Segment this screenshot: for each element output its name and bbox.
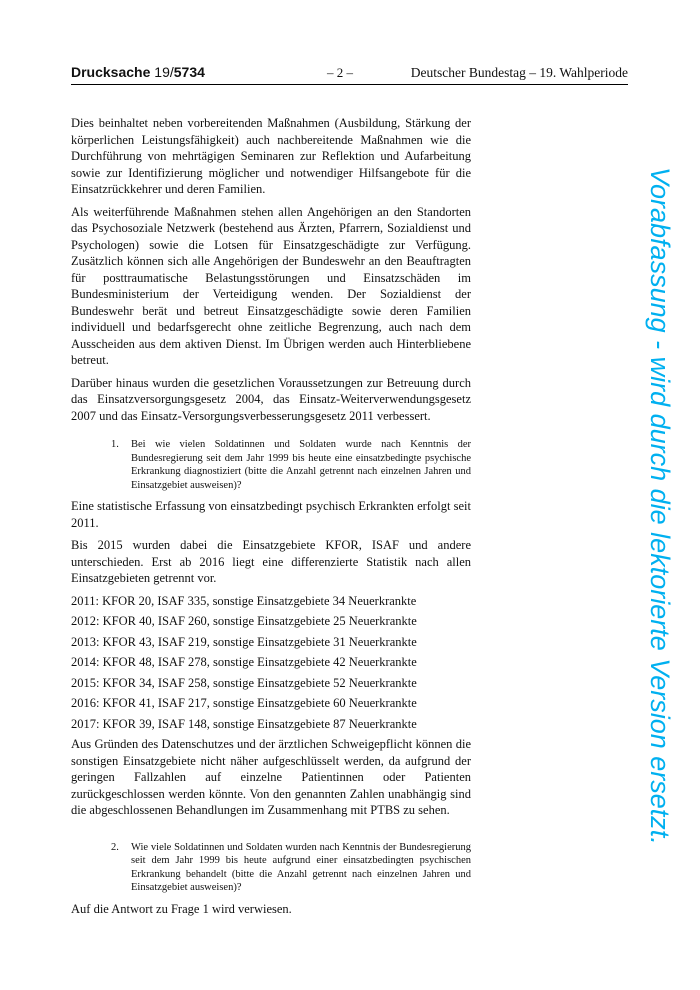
paragraph: Bis 2015 wurden dabei die Einsatzgebiete KFOR, ISAF und andere unterschieden. Erst ab 2016 liegt eine differenzierte Statistik nach allen Einsatzgebieten getrennt vor. [71, 538, 471, 585]
paragraph: Auf die Antwort zu Frage 1 wird verwiesen. [71, 901, 292, 916]
page-number: – 2 – [327, 65, 353, 80]
statistics-list [71, 593, 471, 733]
question-text: Bei wie vielen Soldatinnen und Soldaten wurde nach Kenntnis der Bundesregierung seit dem Jahr 1999 bis heute eine einsatzbedingte psychische Erkrankung diagnostiziert (bitte die Anzahl getrennt nach einzelnen Jahren und Einsatzgebiet ausweisen)? [131, 439, 471, 491]
statistics-line: 2014: KFOR 48, ISAF 278, sonstige Einsatzgebiete 42 Neuerkrankte [71, 655, 417, 669]
document-number: Drucksache 19/5734 [71, 64, 205, 80]
paragraph: Aus Gründen des Datenschutzes und der ärztlichen Schweigepflicht können die sonstigen Einsatzgebiete nicht näher aufgeschlüsselt werden, da aufgrund der geringen Fallzahlen auf einzelne Patientinnen oder Patienten zurückgeschlossen werden könnte. Von den genannten Zahlen unabhängig sind die abgeschlossenen Behandlungen im Zusammenhang mit PTBS zu sehen. [71, 737, 471, 817]
question-number: 1. [111, 439, 119, 450]
question-number: 2. [111, 841, 119, 853]
statistics-line: 2011: KFOR 20, ISAF 335, sonstige Einsatzgebiete 34 Neuerkrankte [71, 593, 417, 608]
paragraph: Darüber hinaus wurden die gesetzlichen Voraussetzungen zur Betreuung durch das Einsatzversorgungsgesetz 2004, das Einsatz-Weiterverwendungsgesetz 2007 und das Einsatz-Versorgungsverbesserungsgesetz 2011 verbessert. [71, 375, 471, 423]
statistics-line: 2016: KFOR 41, ISAF 217, sonstige Einsatzgebiete 60 Neuerkrankte [71, 696, 417, 710]
question-2 [71, 841, 471, 895]
paragraph: Eine statistische Erfassung von einsatzbedingt psychisch Erkrankten erfolgt seit 2011. [71, 499, 471, 530]
document-body [71, 115, 471, 923]
paragraph: Dies beinhaltet neben vorbereitenden Maßnahmen (Ausbildung, Stärkung der körperlichen Leistungsfähigkeit) auch nachbereitende Maßnahmen wie die Durchführung von mehrtägigen Seminaren zur Reflektion und Aufarbeitung sowie zur Identifizierung möglicher und notwendiger Hilfsangebote für die Einsatzrückkehrer und deren Familien. [71, 116, 471, 196]
publisher: Deutscher Bundestag – 19. Wahlperiode [410, 65, 628, 80]
paragraph: Als weiterführende Maßnahmen stehen allen Angehörigen an den Standorten das Psychosoziale Netzwerk (bestehend aus Ärzten, Pfarrern, Sozialdienst und Psychologen) sowie die Lotsen für Einsatzgeschädigte zur Verfügung. Zusätzlich können sich alle Angehörigen der Bundeswehr an den Beauftragten für posttraumatische Belastungsstörungen und Einsatzschäden im Bundesministerium der Verteidigung wenden. Der Sozialdienst der Bundeswehr berät und betreut Einsatzgeschädigte sowie deren Familien individuell und bedarfsgerecht ohne zeitliche Begrenzung, auch nach dem Ausscheiden aus dem aktiven Dienst. Im Übrigen werden auch Hinterbliebene betreut. [71, 204, 471, 367]
statistics-line: 2015: KFOR 34, ISAF 258, sonstige Einsatzgebiete 52 Neuerkrankte [71, 675, 417, 690]
draft-watermark: Vorabfassung - wird durch die lektorierte Version ersetzt. [645, 166, 675, 845]
statistics-line: 2013: KFOR 43, ISAF 219, sonstige Einsatzgebiete 31 Neuerkrankte [71, 634, 417, 649]
page-header [71, 62, 628, 85]
statistics-line: 2012: KFOR 40, ISAF 260, sonstige Einsatzgebiete 25 Neuerkrankte [71, 614, 417, 628]
question-text: Wie viele Soldatinnen und Soldaten wurden nach Kenntnis der Bundesregierung seit dem Jahr 1999 bis heute aufgrund einer einsatzbedingten psychischen Erkrankung behandelt (bitte die Anzahl getrennt nach einzelnen Jahren und Einsatzgebiet ausweisen)? [131, 841, 471, 893]
statistics-line: 2017: KFOR 39, ISAF 148, sonstige Einsatzgebiete 87 Neuerkrankte [71, 716, 417, 731]
question-1 [71, 438, 471, 492]
